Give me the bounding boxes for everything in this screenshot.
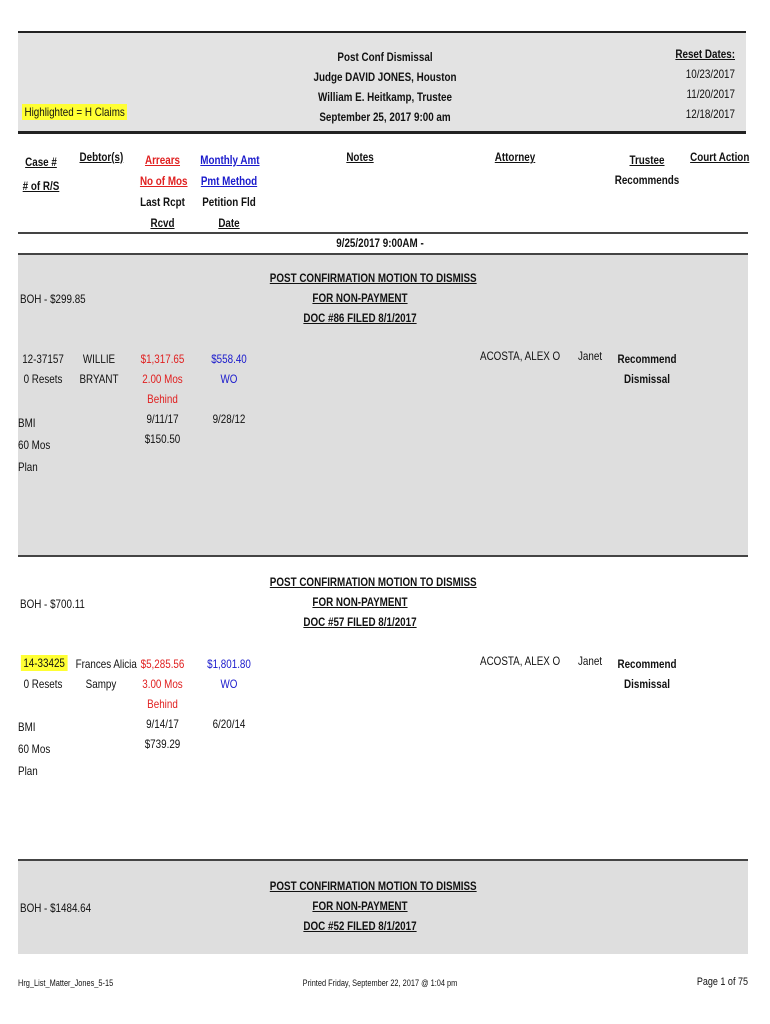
page-title: Post Conf Dismissal Judge DAVID JONES, Houston William E. Heitkamp, Trustee September 25, 2017 9:00 am [313,50,457,124]
divider [18,555,748,557]
col-debtor: Debtor(s) [79,150,124,164]
case-number: 12-37157 0 Resets [22,352,64,386]
col-arrears: Arrears No of Mos Last Rcpt Rcvd [139,153,188,230]
attorney: ACOSTA, ALEX O [480,654,561,668]
motion-text: POST CONFIRMATION MOTION TO DISMISS FOR NON-PAYMENT DOC #86 FILED 8/1/2017 [269,271,477,325]
trustee-recommend: Recommend Dismissal [617,352,677,386]
attorney: ACOSTA, ALEX O [480,349,561,363]
divider [18,232,748,234]
footer-printed: Printed Friday, September 22, 2017 @ 1:04 pm [302,978,458,988]
footer-file: Hrg_List_Matter_Jones_5-15 [18,978,114,988]
col-monthly: Monthly Amt Pmt Method Petition Fld Date [200,153,260,230]
boh: BOH - $1484.64 [20,901,92,915]
trustee-recommend: Recommend Dismissal [617,657,677,691]
motion-text: POST CONFIRMATION MOTION TO DISMISS FOR NON-PAYMENT DOC #57 FILED 8/1/2017 [269,575,477,629]
col-trustee: Trustee Recommends [614,153,680,187]
boh: BOH - $299.85 [20,292,86,306]
case-number: 14-33425 0 Resets [21,653,65,695]
motion-text: POST CONFIRMATION MOTION TO DISMISS FOR NON-PAYMENT DOC #52 FILED 8/1/2017 [269,879,477,933]
debtor-name: Frances Alicia Sampy [75,657,137,691]
plan-info: BMI 60 Mos Plan [18,416,51,474]
col-notes: Notes [346,150,374,164]
monthly-amt: $558.40 WO 9/28/12 [211,352,247,426]
staff: Janet [578,349,603,363]
col-attorney: Attorney [494,150,536,164]
plan-info: BMI 60 Mos Plan [18,720,51,778]
staff: Janet [578,654,603,668]
debtor-name: WILLIE BRYANT [79,352,119,386]
boh: BOH - $700.11 [20,597,85,611]
highlight-note: Highlighted = H Claims [22,105,127,119]
arrears: $5,285.56 3.00 Mos Behind 9/14/17 $739.29 [140,657,185,751]
col-case: Case # # of R/S [22,155,60,193]
session-label: 9/25/2017 9:00AM - [336,236,424,250]
col-court-action: Court Action [690,150,750,164]
reset-dates: Reset Dates: 10/23/2017 11/20/2017 12/18/2017 [675,47,735,121]
arrears: $1,317.65 2.00 Mos Behind 9/11/17 $150.50 [140,352,185,446]
monthly-amt: $1,801.80 WO 6/20/14 [207,657,251,731]
page-number: Page 1 of 75 [696,976,748,988]
